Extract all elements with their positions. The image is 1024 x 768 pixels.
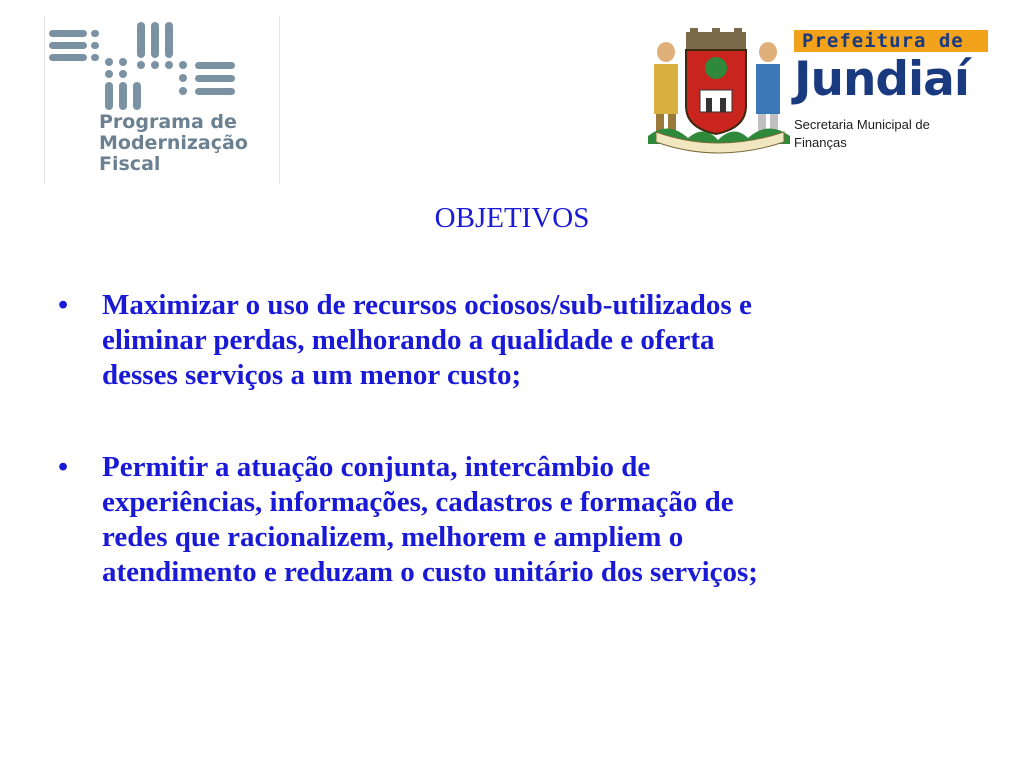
secretaria-line-2: Finanças xyxy=(794,135,847,150)
bullet-line: experiências, informações, cadastros e formação de xyxy=(102,486,734,518)
bullet-line: Maximizar o uso de recursos ociosos/sub-utilizados e xyxy=(102,289,752,321)
bullet-line: atendimento e reduzam o custo unitário dos serviços; xyxy=(102,556,758,588)
bullet-line: eliminar perdas, melhorando a qualidade e oferta xyxy=(102,324,715,356)
bullet-line: Permitir a atuação conjunta, intercâmbio de xyxy=(102,451,651,483)
prefeitura-band-text: Prefeitura de xyxy=(802,30,964,52)
pmf-line-2: Modernização xyxy=(99,132,248,154)
bullet-line: desses serviços a um menor custo; xyxy=(102,359,522,391)
secretaria-text xyxy=(794,116,930,152)
prefeitura-band xyxy=(794,30,988,52)
bullet-item xyxy=(58,288,988,393)
pmf-line-1: Programa de xyxy=(99,111,237,133)
prefeitura-jundiai-logo xyxy=(648,28,990,156)
pmf-grid-icon xyxy=(45,16,281,112)
slide-title: OBJETIVOS xyxy=(434,202,590,234)
bullet-line: redes que racionalizem, melhorem e ampliem o xyxy=(102,521,684,553)
pmf-logo-text xyxy=(99,112,248,175)
pmf-line-3: Fiscal xyxy=(99,153,161,175)
bullet-dot: • xyxy=(58,289,69,321)
jundiai-coat-of-arms-icon xyxy=(648,28,794,156)
secretaria-line-1: Secretaria Municipal de xyxy=(794,117,930,132)
bullet-item xyxy=(58,450,988,590)
bullet-list xyxy=(58,288,988,590)
pmf-logo xyxy=(44,16,280,184)
bullet-dot: • xyxy=(58,451,69,483)
city-name: Jundiaí xyxy=(794,52,969,107)
